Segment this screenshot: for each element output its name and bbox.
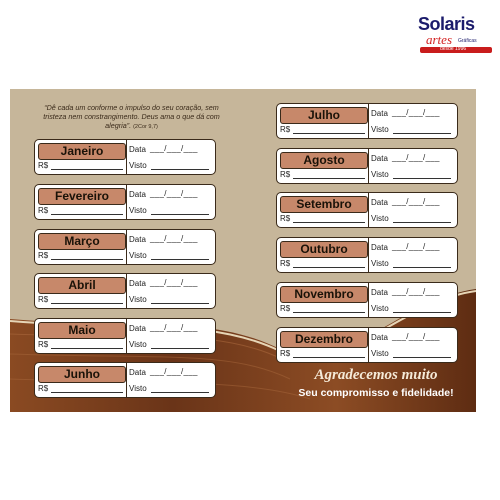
quote-reference: (2Cor 9,7) [133, 124, 158, 130]
slip-junho [34, 362, 216, 398]
visit-label: Visto [371, 125, 389, 134]
amount-label: R$ [280, 304, 291, 313]
visit-label: Visto [371, 304, 389, 313]
amount-line [51, 392, 123, 393]
amount-label: R$ [280, 170, 291, 179]
amount-line [51, 259, 123, 260]
visit-line [151, 259, 209, 260]
date-label: Data [129, 235, 146, 244]
divider [126, 319, 127, 353]
date-label: Data [129, 368, 146, 377]
thanks-heading: Agradecemos muito [314, 367, 438, 383]
amount-label: R$ [280, 125, 291, 134]
month-label: Dezembro [280, 331, 368, 348]
visit-line [393, 178, 451, 179]
visit-line [151, 303, 209, 304]
month-label: Abril [38, 277, 126, 294]
visit-line [393, 357, 451, 358]
date-blank: ___/___/___ [150, 367, 198, 376]
month-label: Julho [280, 107, 368, 124]
date-label: Data [371, 154, 388, 163]
amount-line [293, 222, 365, 223]
date-label: Data [371, 288, 388, 297]
logo-name: Solaris [418, 14, 475, 34]
date-label: Data [371, 198, 388, 207]
amount-label: R$ [280, 259, 291, 268]
amount-line [51, 214, 123, 215]
slip-abril [34, 273, 216, 309]
visit-line [393, 222, 451, 223]
slip-novembro [276, 282, 458, 318]
slip-maio [34, 318, 216, 354]
date-label: Data [371, 333, 388, 342]
logo-sub: artes [426, 32, 452, 47]
visit-line [151, 348, 209, 349]
slip-outubro [276, 237, 458, 273]
divider [368, 238, 369, 272]
amount-line [293, 133, 365, 134]
month-label: Outubro [280, 241, 368, 258]
amount-line [293, 267, 365, 268]
date-label: Data [129, 279, 146, 288]
amount-line [293, 178, 365, 179]
date-label: Data [371, 109, 388, 118]
amount-label: R$ [38, 206, 49, 215]
divider [368, 283, 369, 317]
divider [126, 230, 127, 264]
divider [368, 149, 369, 183]
date-blank: ___/___/___ [150, 278, 198, 287]
date-blank: ___/___/___ [150, 234, 198, 243]
divider [368, 328, 369, 362]
date-blank: ___/___/___ [392, 242, 440, 251]
divider [126, 274, 127, 308]
date-blank: ___/___/___ [150, 323, 198, 332]
amount-label: R$ [38, 295, 49, 304]
slip-dezembro [276, 327, 458, 363]
month-label: Agosto [280, 152, 368, 169]
date-blank: ___/___/___ [150, 189, 198, 198]
visit-label: Visto [371, 170, 389, 179]
visit-label: Visto [371, 214, 389, 223]
slip-fevereiro [34, 184, 216, 220]
amount-line [51, 348, 123, 349]
divider [368, 104, 369, 138]
visit-line [151, 392, 209, 393]
month-label: Novembro [280, 286, 368, 303]
visit-line [393, 267, 451, 268]
logo-ribbon-text: desde 1996 [440, 46, 467, 52]
amount-label: R$ [280, 214, 291, 223]
date-label: Data [129, 190, 146, 199]
bible-quote [34, 103, 229, 132]
month-label: Janeiro [38, 143, 126, 160]
date-blank: ___/___/___ [392, 287, 440, 296]
divider [126, 140, 127, 174]
amount-label: R$ [280, 349, 291, 358]
logo-tag: Gráficas [458, 38, 477, 44]
thanks-subtext: Seu compromisso e fidelidade! [298, 387, 454, 399]
month-label: Fevereiro [38, 188, 126, 205]
slip-janeiro [34, 139, 216, 175]
visit-line [393, 312, 451, 313]
quote-text: “Dê cada um conforme o impulso do seu coração, sem tristeza nem constrangimento. Deus ama o que dá com alegria”. [43, 103, 220, 130]
date-blank: ___/___/___ [392, 197, 440, 206]
visit-label: Visto [371, 349, 389, 358]
date-label: Data [371, 243, 388, 252]
date-blank: ___/___/___ [392, 332, 440, 341]
visit-line [151, 169, 209, 170]
divider [368, 193, 369, 227]
amount-line [293, 357, 365, 358]
visit-label: Visto [129, 384, 147, 393]
logo-ribbon [420, 47, 492, 53]
date-label: Data [129, 324, 146, 333]
date-label: Data [129, 145, 146, 154]
divider [126, 185, 127, 219]
date-blank: ___/___/___ [392, 108, 440, 117]
slip-marco [34, 229, 216, 265]
visit-label: Visto [371, 259, 389, 268]
visit-line [393, 133, 451, 134]
divider [126, 363, 127, 397]
slip-agosto [276, 148, 458, 184]
slip-julho [276, 103, 458, 139]
month-label: Setembro [280, 196, 368, 213]
visit-label: Visto [129, 340, 147, 349]
amount-label: R$ [38, 251, 49, 260]
visit-label: Visto [129, 206, 147, 215]
amount-label: R$ [38, 161, 49, 170]
amount-line [51, 303, 123, 304]
month-label: Maio [38, 322, 126, 339]
amount-line [293, 312, 365, 313]
solaris-logo [418, 14, 496, 54]
amount-line [51, 169, 123, 170]
visit-label: Visto [129, 295, 147, 304]
visit-line [151, 214, 209, 215]
month-label: Junho [38, 366, 126, 383]
visit-label: Visto [129, 161, 147, 170]
month-label: Março [38, 233, 126, 250]
slip-setembro [276, 192, 458, 228]
visit-label: Visto [129, 251, 147, 260]
date-blank: ___/___/___ [392, 153, 440, 162]
amount-label: R$ [38, 384, 49, 393]
date-blank: ___/___/___ [150, 144, 198, 153]
amount-label: R$ [38, 340, 49, 349]
